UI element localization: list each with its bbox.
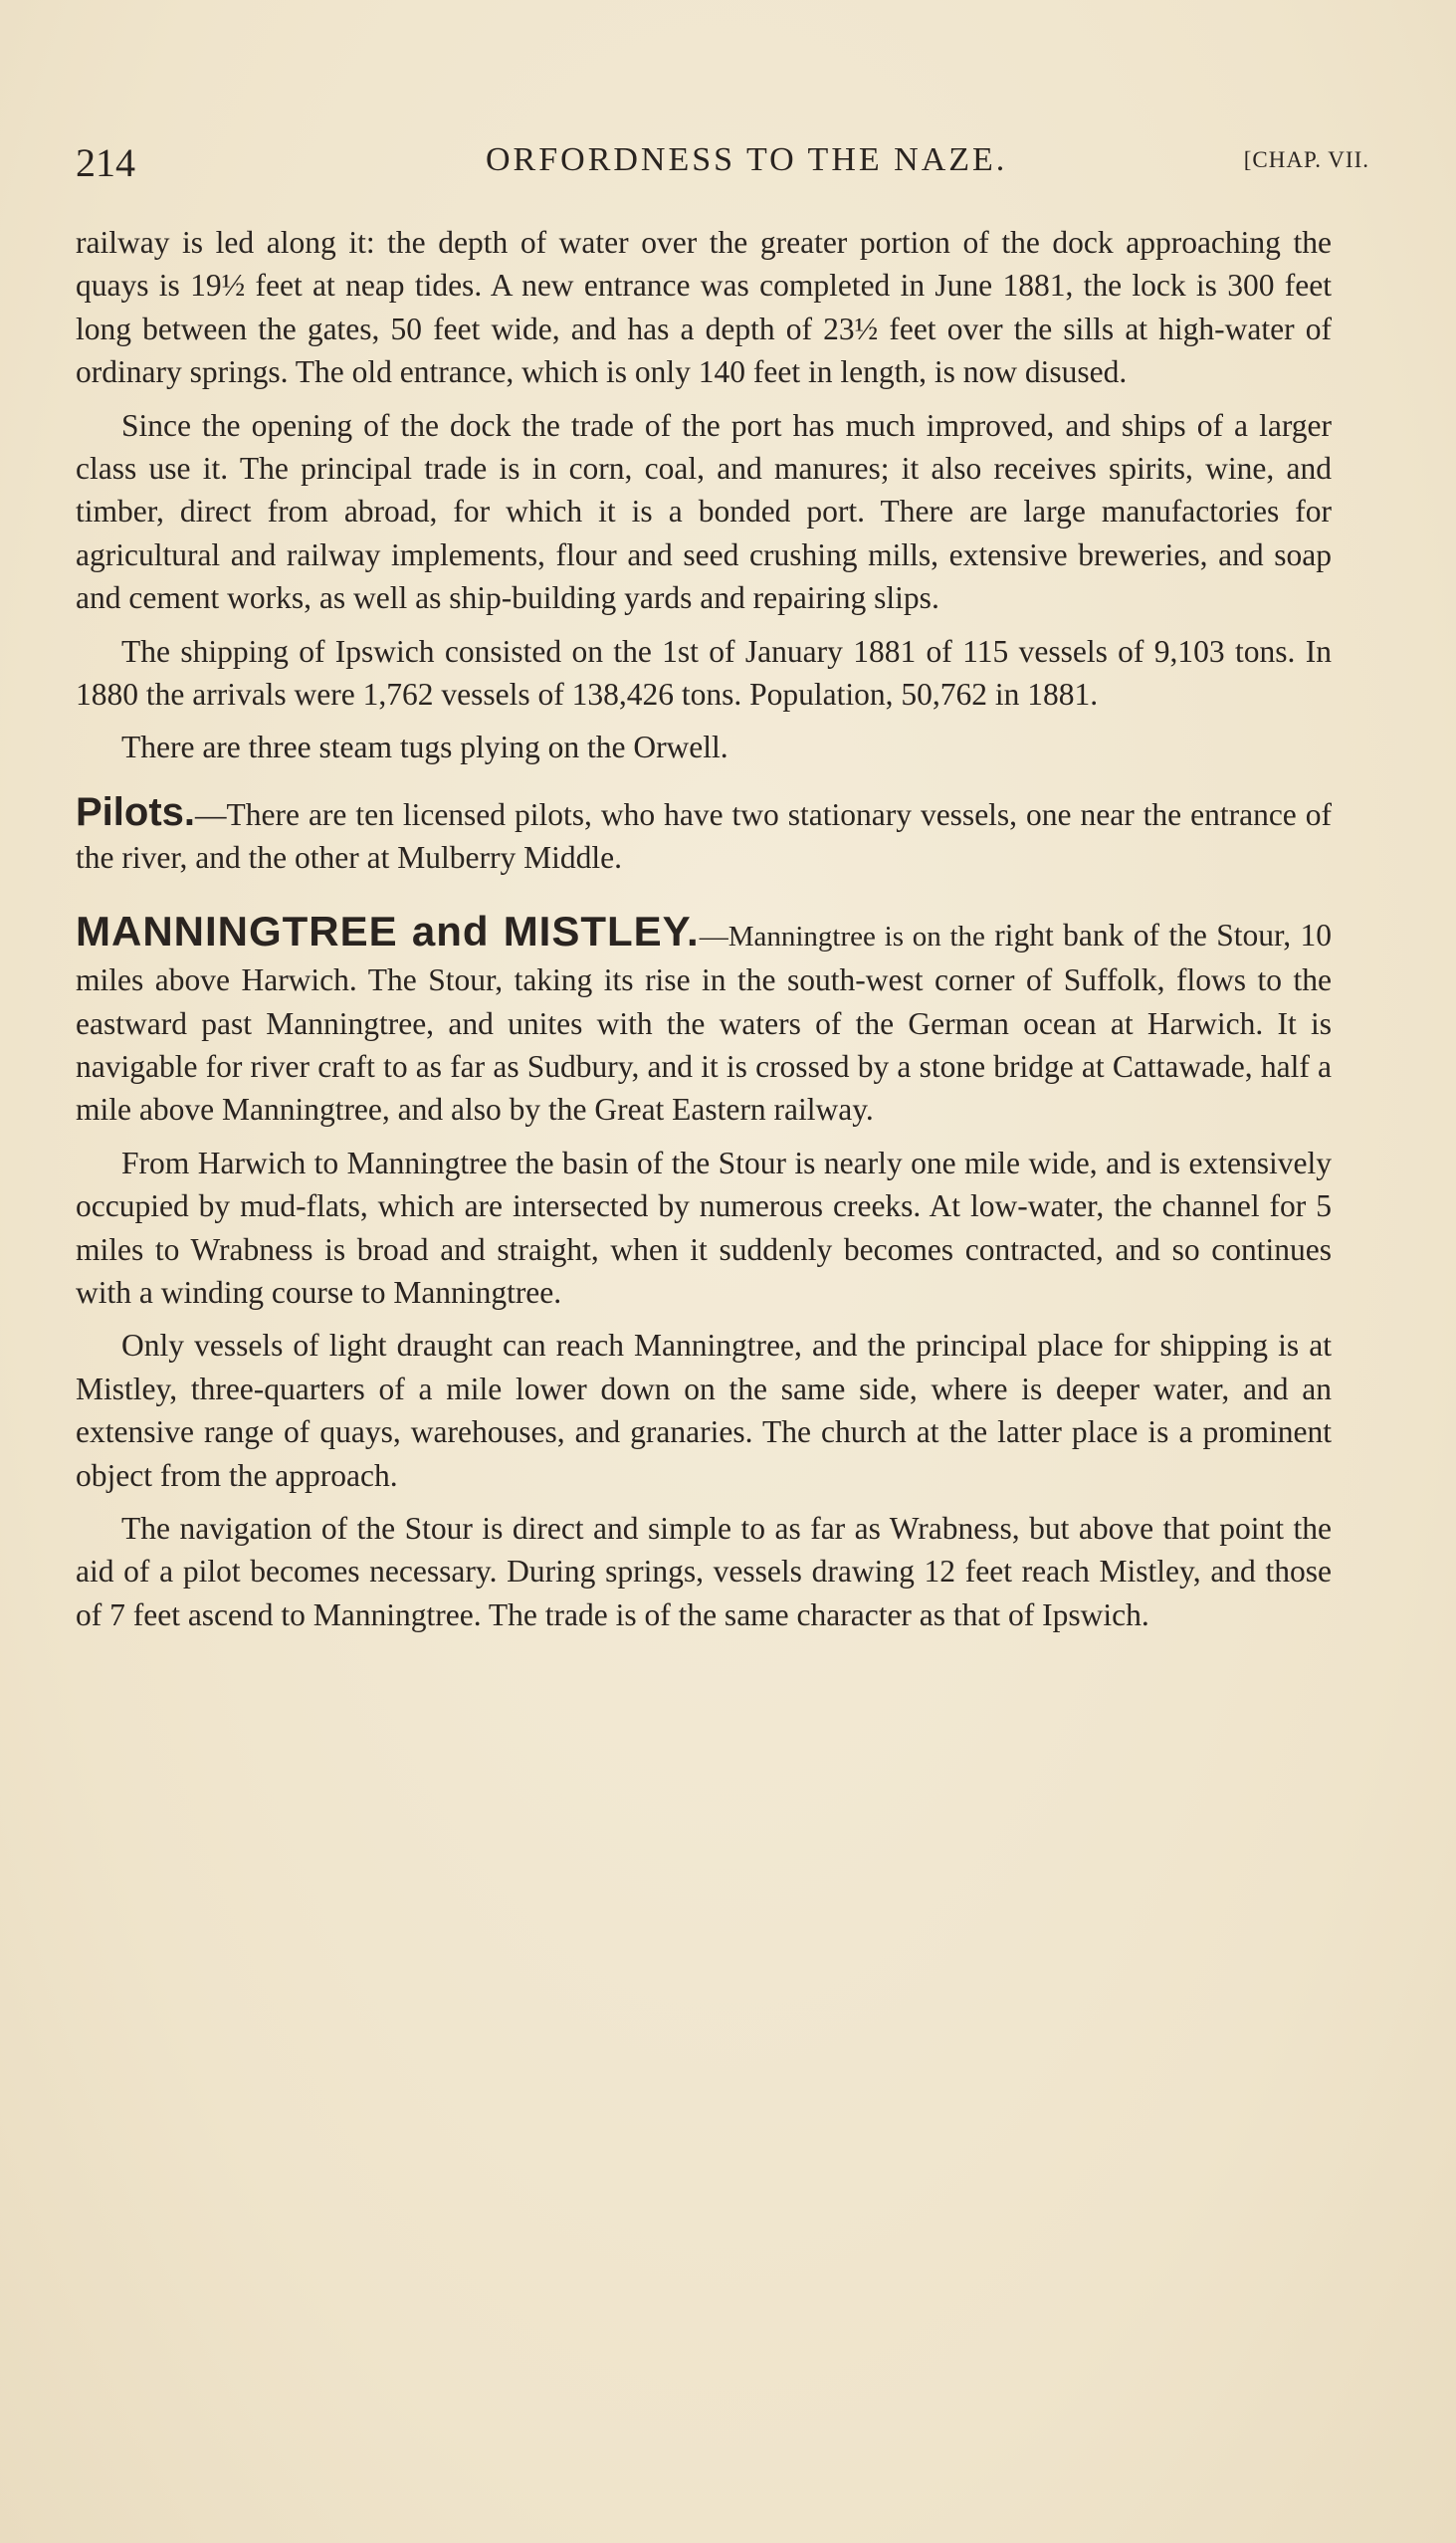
manningtree-text: right bank of the Stour, 10 miles above Harwich. The Stour, taking its rise in the south-west corner of Suffolk, flows to the eastward past Manningtree, and unites with the waters of the German ocean at Harwich. It is navigable for river craft to as far as Sudbury, and it is crossed by a stone bridge at Cattawade, half a mile above Manningtree, and also by the Great Eastern railway.: [76, 917, 1332, 1128]
paragraph-tugs: There are three steam tugs plying on the Orwell.: [121, 730, 728, 765]
paragraph-basin: From Harwich to Manningtree the basin of the Stour is nearly one mile wide, and is extensively occupied by mud-flats, which are intersected by numerous creeks. At low-water, the channel for 5 miles to Wrabness is broad and straight, when it suddenly becomes contracted, and so continues with a winding course to Manningtree.: [76, 1145, 1332, 1310]
running-title: ORFORDNESS TO THE NAZE.: [486, 141, 1008, 178]
manningtree-heading: [76, 908, 700, 954]
paragraph-trade: Since the opening of the dock the trade of the port has much improved, and ships of a larger class use it. The principal trade is in corn, coal, and manures; it also receives spirits, wine, and timber, direct from abroad, for which it is a bonded port. There are large manufactories for agricultural and railway implements, flour and seed crushing mills, extensive breweries, and soap and cement works, as well as ship-building yards and repairing slips.: [76, 407, 1332, 616]
paragraph-continuation: railway is led along it: the depth of water over the greater portion of the dock approaching the quays is 19½ feet at neap tides. A new entrance was completed in June 1881, the lock is 300 feet long between the gates, 50 feet wide, and has a depth of 23½ feet over the sills at high-water of ordinary springs. The old entrance, which is only 140 feet in length, is now disused.: [76, 225, 1332, 390]
page-header: [76, 139, 1369, 189]
heading-manningtree: MANNINGTREE: [76, 907, 398, 954]
paragraph-navigation: The navigation of the Stour is direct and simple to as far as Wrabness, but above that point the aid of a pilot becomes necessary. During springs, vessels drawing 12 feet reach Mistley, and those of 7 feet ascend to Manningtree. The trade is of the same character as that of Ipswich.: [76, 1510, 1332, 1632]
pilots-section: [76, 791, 1332, 880]
manningtree-section: [76, 907, 1332, 1132]
heading-mistley: MISTLEY.: [503, 907, 700, 954]
paragraph-shipping: The shipping of Ipswich consisted on the 1st of January 1881 of 115 vessels of 9,103 tons. In 1880 the arrivals were 1,762 vessels of 138,426 tons. Population, 50,762 in 1881.: [76, 633, 1332, 713]
page-number: 214: [76, 140, 135, 185]
body-text: [76, 221, 1332, 1646]
chapter-reference: [CHAP. VII.: [1243, 147, 1369, 172]
manningtree-lead-text: —Manningtree is on the: [699, 920, 985, 953]
heading-and: and: [411, 907, 490, 954]
pilots-heading: Pilots.: [76, 789, 196, 834]
pilots-text: —There are ten licensed pilots, who have two stationary vessels, one near the entrance of the river, and the other at Mulberry Middle.: [76, 796, 1332, 876]
paragraph-mistley: Only vessels of light draught can reach Manningtree, and the principal place for shipping is at Mistley, three-quarters of a mile lower down on the same side, where is deeper water, and an extensive range of quays, warehouses, and granaries. The church at the latter place is a prominent object from the approach.: [76, 1328, 1332, 1493]
